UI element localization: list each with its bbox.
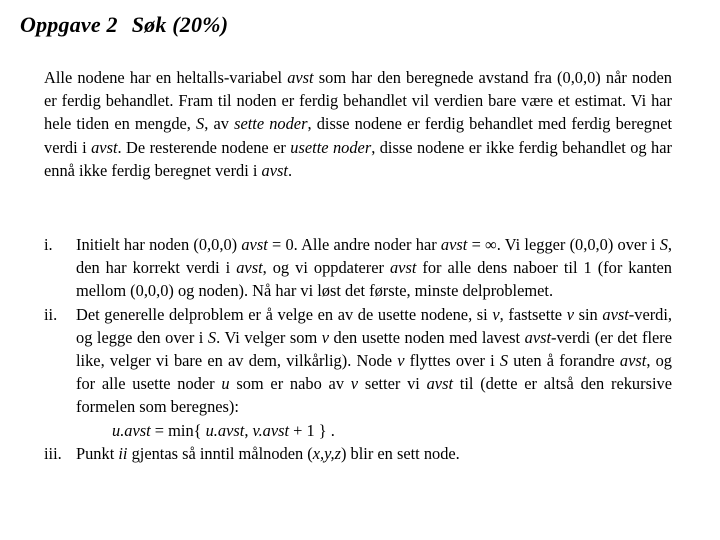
page-title [20, 12, 228, 38]
text-segment: som er nabo av [229, 374, 351, 394]
term-usette-noder: usette noder [290, 137, 372, 157]
variable-avst: avst [440, 235, 468, 254]
text-segment: ) blir en sett node. [340, 443, 460, 463]
variable-avst: avst [287, 68, 314, 87]
formula-term-u: u.avst [205, 420, 245, 440]
recursive-formula [76, 419, 672, 442]
text-segment: . [287, 160, 293, 180]
variable-avst: avst [91, 137, 118, 157]
text-segment: setter vi [358, 374, 427, 394]
term-sette-noder: sette noder [234, 114, 308, 134]
variable-s: S [196, 114, 205, 134]
intro-paragraph [44, 66, 672, 182]
variable-avst: avst [426, 374, 454, 394]
text-segment: den usette noden med lavest [329, 327, 525, 347]
variable-avst: avst [236, 258, 263, 278]
item-number: ii. [44, 304, 58, 324]
formula-rest: + 1 } . [289, 420, 335, 440]
text-segment: . De resterende nodene er [117, 137, 291, 157]
text-segment: uten å forandre [508, 351, 620, 371]
variable-s: S [659, 235, 668, 254]
variable-avst: avst [602, 304, 629, 324]
variable-avst: avst [261, 160, 288, 180]
variable-avst: avst [241, 235, 268, 254]
variable-avst: avst [389, 258, 417, 278]
item-number: iii. [44, 443, 62, 463]
text-segment: , disse nodene er ferdig behandlet med ferdig beregnet verdi i [44, 114, 673, 157]
variable-s: S [207, 327, 217, 347]
formula-lhs: u.avst [112, 420, 151, 440]
variable-v: v [566, 304, 574, 324]
text-segment: = ∞. Vi legger (0,0,0) over i [467, 235, 660, 254]
step-list [44, 233, 672, 465]
list-item [44, 233, 672, 303]
variable-xyz: x,y,z [312, 443, 341, 463]
text-segment: , av [204, 114, 235, 134]
variable-avst: avst [619, 351, 647, 371]
variable-v: v [492, 304, 500, 324]
item-number: i. [44, 235, 53, 254]
text-segment: . Vi velger som [216, 327, 322, 347]
text-segment: -verdi, og legge den over i [76, 304, 673, 347]
variable-u: u [221, 374, 230, 394]
variable-v: v [321, 327, 330, 347]
text-segment: som har den beregnede avstand fra (0,0,0) når noden er ferdig behandlet. Fram til noden er ferdig behandlet vil verdien bare være et estimat. Vi har hele tiden en mengde, [44, 68, 672, 134]
text-segment: sin [574, 304, 603, 324]
reference-ii: ii [118, 443, 128, 463]
text-segment: for alle dens naboer til 1 (for kanten mellom (0,0,0) og noden). Nå har vi løst det første, minste delproblemet. [76, 258, 672, 301]
list-item [44, 442, 672, 465]
text-segment: Initielt har noden (0,0,0) [76, 235, 242, 254]
text-segment: , fastsette [499, 304, 567, 324]
text-segment: Punkt [76, 443, 119, 463]
text-segment: til (dette er altså den rekursive formelen som beregnes): [76, 374, 672, 417]
variable-v: v [397, 351, 405, 371]
variable-avst: avst [524, 327, 552, 347]
text-segment: flyttes over i [404, 351, 500, 371]
task-subject: Søk (20%) [131, 12, 229, 37]
task-number: Oppgave 2 [20, 12, 118, 37]
formula-comma: , [244, 420, 253, 440]
text-segment: gjentas så inntil målnoden ( [127, 443, 313, 463]
text-segment: , den har korrekt verdi i [76, 235, 673, 278]
formula-min: = min{ [150, 420, 206, 440]
variable-s: S [499, 351, 509, 371]
list-item [44, 303, 672, 442]
formula-term-v: v.avst [252, 420, 290, 440]
text-segment: , disse nodene er ikke ferdig behandlet og har ennå ikke ferdig beregnet verdi i [44, 137, 672, 180]
text-segment: Det generelle delproblem er å velge en av de usette nodene, si [76, 304, 493, 324]
text-segment: , og for alle usette noder [76, 351, 672, 394]
text-segment: = 0. Alle andre noder har [267, 235, 441, 254]
text-segment: -verdi (er det flere like, velger vi bare en av dem, vilkårlig). Node [76, 327, 673, 371]
text-segment: , og vi oppdaterer [262, 258, 390, 278]
text-segment: Alle nodene har en heltalls-variabel [44, 68, 288, 87]
variable-v: v [350, 374, 359, 394]
